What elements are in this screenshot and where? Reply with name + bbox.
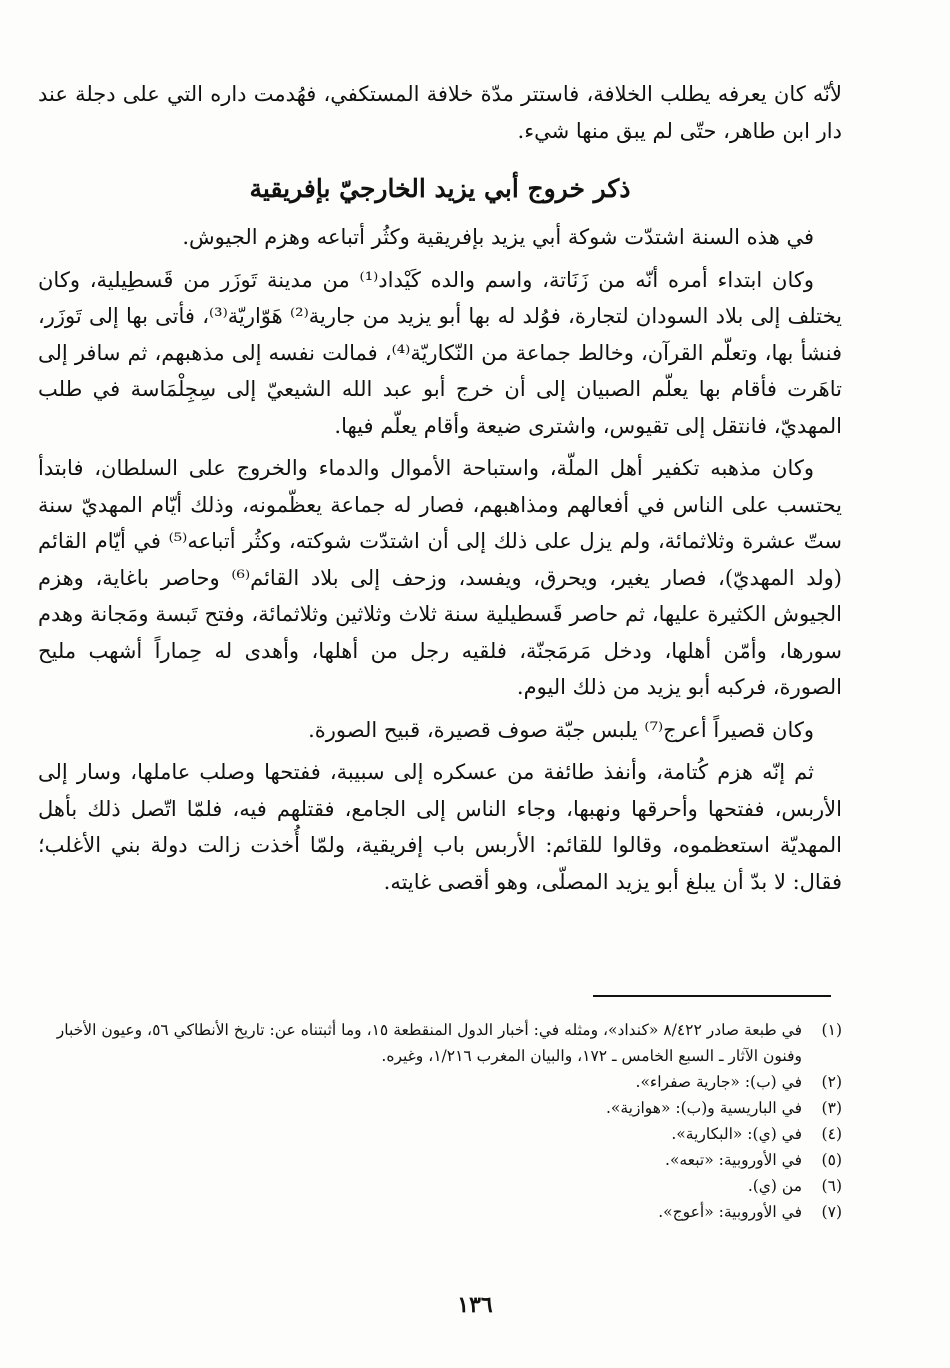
- footnote: [38, 1017, 842, 1069]
- footnote: [38, 1173, 842, 1199]
- paragraph: وكان قصيراً أعرج⁽⁷⁾ يلبس جبّة صوف قصيرة، قبيح الصورة.: [308, 717, 814, 742]
- page-number: ١٣٦: [457, 1292, 493, 1318]
- footnote-number: (٥): [821, 1151, 842, 1169]
- footnote-number: (٢): [821, 1073, 842, 1091]
- footnote-divider: [593, 995, 831, 997]
- continued-paragraph: لأنّه كان يعرفه يطلب الخلافة، فاستتر مدّة خلافة المستكفي، فهُدمت داره التي على دجلة عند دار ابن طاهر، حتّى لم يبق منها شيء.: [38, 82, 842, 143]
- top-text: [38, 76, 842, 149]
- paragraph: وكان مذهبه تكفير أهل الملّة، واستباحة الأموال والدماء والخروج على السلطان، فابتدأ يحتسب على الناس في أفعالهم ومذاهبهم، فصار له جماعة يعظّمونه، وذلك أيّام المهديّ سنة ستّ عشرة وثلاثمائة، ولم يزل على ذلك إلى أن اشتدّت شوكته، وكثُر أتباعه⁽⁵⁾ في أيّام القائم (ولد المهديّ)، فصار يغير، ويحرق، ويفسد، وزحف إلى بلاد القائم⁽⁶⁾ وحاصر باغاية، وهزم الجيوش الكثيرة عليها، ثم حاصر قَسطيلية سنة ثلاث وثلاثين وثلاثمائة، وفتح تَبسة ومَجانة وهدم سورها، وأمّن أهلها، ودخل مَرمَجنّة، فلقيه رجل من أهلها، وأهدى له حِماراً أشهب مليح الصورة، فركبه أبو يزيد من ذلك اليوم.: [38, 456, 842, 699]
- footnote-text: من (ي).: [747, 1177, 802, 1195]
- footnote-number: (٦): [821, 1177, 842, 1195]
- footnote-number: (٣): [821, 1099, 842, 1117]
- footnote: [38, 1121, 842, 1147]
- footnote-text: في (ي): «البكارية».: [671, 1125, 802, 1143]
- paragraph: ثم إنّه هزم كُتامة، وأنفذ طائفة من عسكره إلى سبيبة، ففتحها وصلب عاملها، وسار إلى الأربس، ففتحها وأحرقها ونهبها، وجاء الناس إلى الجامع، فقتلهم فيه، فلمّا اتّصل ذلك بأهل المهديّة استعظموه، وقالوا للقائم: الأربس باب إفريقية، ولمّا أُخذت زالت دولة بني الأغلب؛ فقال: لا بدّ أن يبلغ أبو يزيد المصلّى، وهو أقصى غايته.: [38, 760, 842, 894]
- footnote: [38, 1147, 842, 1173]
- footnote-text: في (ب): «جارية صفراء».: [635, 1073, 802, 1091]
- footnote-text: في الباريسية و(ب): «هوازية».: [605, 1099, 802, 1117]
- main-text: [38, 219, 842, 900]
- footnote-text: في طبعة صادر ٨/٤٢٢ «كنداد»، ومثله في: أخبار الدول المنقطعة ١٥، وما أثبتناه عن: تاريخ الأنطاكي ٥٦، وعيون الأخبار وفنون الآثار ـ السبع الخامس ـ ١٧٢، والبيان المغرب ١/٢١٦، وغيره.: [56, 1021, 802, 1065]
- footnotes: [38, 1017, 842, 1225]
- footnote-number: (٤): [821, 1125, 842, 1143]
- footnote-text: في الأوروبية: «تبعه».: [665, 1151, 802, 1169]
- footnote-number: (١): [821, 1021, 842, 1039]
- footnote: [38, 1199, 842, 1225]
- footnote: [38, 1069, 842, 1095]
- paragraph: في هذه السنة اشتدّت شوكة أبي يزيد بإفريقية وكثُر أتباعه وهزم الجيوش.: [182, 225, 814, 249]
- section-heading: ذكر خروج أبي يزيد الخارجيّ بإفريقية: [249, 174, 631, 203]
- footnote-number: (٧): [821, 1203, 842, 1221]
- footnote: [38, 1095, 842, 1121]
- paragraph: وكان ابتداء أمره أنّه من زَنَاتة، واسم والده كَيْداد⁽¹⁾ من مدينة تَوزَر من قَسطِيلية، وكان يختلف إلى بلاد السودان لتجارة، فوُلد له بها أبو يزيد من جارية⁽²⁾ هَوّاريّة⁽³⁾، فأتى بها إلى تَوزَر، فنشأ بها، وتعلّم القرآن، وخالط جماعة من النّكاريّة⁽⁴⁾، فمالت نفسه إلى مذهبهم، ثم سافر إلى تاهَرت فأقام بها يعلّم الصبيان إلى أن خرج أبو عبد الله الشيعيّ إلى سِجِلْمَاسة في طلب المهديّ، فانتقل إلى تقيوس، واشترى ضيعة وأقام يعلّم فيها.: [38, 267, 842, 438]
- footnote-text: في الأوروبية: «أعوج».: [658, 1203, 802, 1221]
